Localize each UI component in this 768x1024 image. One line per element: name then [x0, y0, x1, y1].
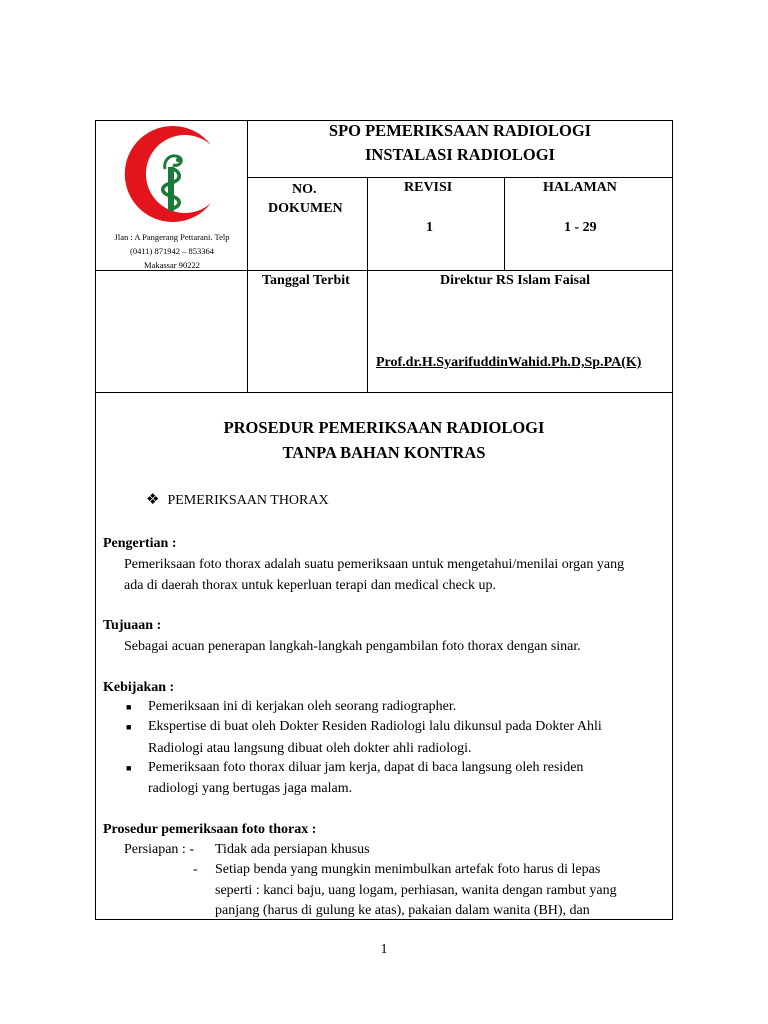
- pengertian-text-line-2: ada di daerah thorax untuk keperluan terapi dan medical check up.: [124, 578, 497, 593]
- bullet-icon: ■: [126, 702, 132, 712]
- header-col-divider-2: [367, 177, 368, 392]
- persiapan-dash: -: [193, 862, 198, 877]
- kebijakan-item-3-line-2: radiologi yang bertugas jaga malam.: [148, 781, 353, 796]
- persiapan-item-2-line-2: seperti : kanci baju, uang logam, perhiasan, wanita dengan rambut yang: [215, 883, 617, 898]
- procedure-title-line-1: PROSEDUR PEMERIKSAAN RADIOLOGI: [223, 418, 545, 437]
- kebijakan-item-2-line-2: Radiologi atau langsung dibuat oleh dokter ahli radiologi.: [148, 741, 472, 756]
- header-divider-row3: [95, 392, 673, 393]
- halaman-label: HALAMAN: [543, 180, 617, 195]
- persiapan-item-2-line-1: Setiap benda yang mungkin menimbulkan artefak foto harus di lepas: [215, 862, 601, 877]
- revisi-value: 1: [426, 220, 433, 235]
- kebijakan-label: Kebijakan :: [103, 680, 175, 695]
- address-line-1: Jlan : A Pangerang Pettarani. Telp: [114, 232, 230, 242]
- hospital-logo: [118, 122, 226, 222]
- tujuan-text: Sebagai acuan penerapan langkah-langkah pengambilan foto thorax dengan sinar.: [124, 639, 581, 654]
- revisi-label: REVISI: [404, 180, 453, 195]
- bullet-icon: ■: [126, 722, 132, 732]
- no-label-line2: DOKUMEN: [268, 201, 343, 216]
- persiapan-item-1: Tidak ada persiapan khusus: [215, 842, 370, 857]
- kebijakan-item-1: Pemeriksaan ini di kerjakan oleh seorang radiographer.: [148, 699, 457, 714]
- prosedur-label: Prosedur pemeriksaan foto thorax :: [103, 822, 317, 837]
- no-dokumen-label: [268, 180, 358, 218]
- persiapan-label: Persiapan : -: [124, 842, 194, 857]
- direktur-label: Direktur RS Islam Faisal: [440, 273, 590, 288]
- table-border-left: [95, 120, 96, 920]
- tanggal-terbit-label: Tanggal Terbit: [262, 273, 350, 288]
- document-title-line-2: INSTALASI RADIOLOGI: [365, 145, 555, 164]
- kebijakan-item-3-line-1: Pemeriksaan foto thorax diluar jam kerja, dapat di baca langsung oleh residen: [148, 760, 584, 775]
- hospital-address: [97, 230, 247, 272]
- page-number: 1: [380, 942, 388, 957]
- tujuan-label: Tujuaan :: [103, 618, 162, 633]
- diamond-bullet-icon: ❖: [146, 490, 160, 508]
- no-label-line1: NO.: [292, 182, 317, 197]
- kebijakan-item-2-line-1: Ekspertise di buat oleh Dokter Residen Radiologi lalu dikunsul pada Dokter Ahli: [148, 719, 602, 734]
- procedure-title-line-2: TANPA BAHAN KONTRAS: [282, 443, 486, 462]
- table-border-bottom: [95, 919, 673, 920]
- subtitle-thorax: PEMERIKSAAN THORAX: [167, 493, 329, 508]
- subtitle-row: [146, 490, 329, 509]
- table-border-right: [672, 120, 673, 920]
- document-title-line-1: SPO PEMERIKSAAN RADIOLOGI: [328, 121, 592, 140]
- address-line-3: Makassar 90222: [144, 260, 200, 270]
- direktur-name: Prof.dr.H.SyarifuddinWahid.Ph.D,Sp.PA(K): [376, 355, 642, 370]
- bullet-icon: ■: [126, 763, 132, 773]
- header-col-divider-3: [504, 177, 505, 271]
- pengertian-text-line-1: Pemeriksaan foto thorax adalah suatu pemeriksaan untuk mengetahui/menilai organ yang: [124, 557, 625, 572]
- header-divider-title: [247, 177, 673, 178]
- halaman-value: 1 - 29: [564, 220, 597, 235]
- persiapan-item-2-line-3: panjang (harus di gulung ke atas), pakaian dalam wanita (BH), dan: [215, 903, 590, 918]
- address-line-2: (0411) 871942 – 853364: [130, 246, 214, 256]
- pengertian-label: Pengertian :: [103, 536, 177, 551]
